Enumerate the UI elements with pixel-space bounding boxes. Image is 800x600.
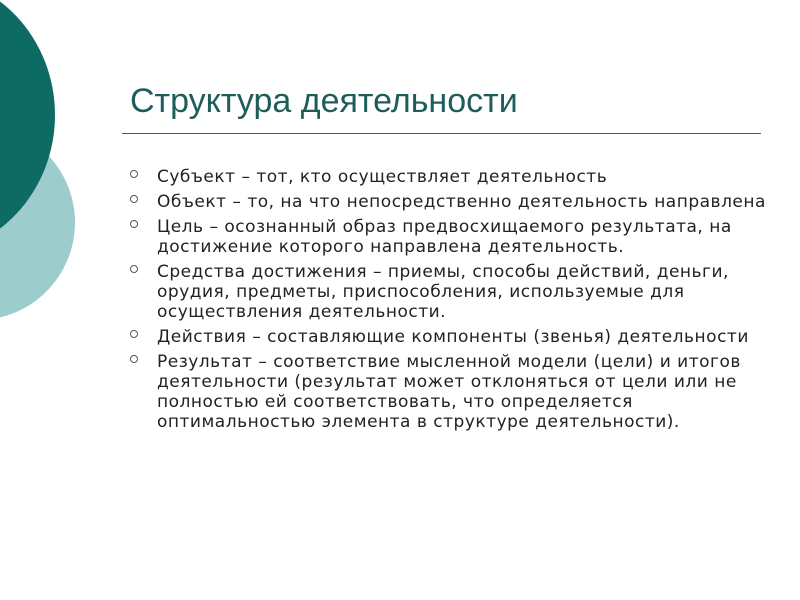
hollow-circle-bullet-icon [130, 170, 138, 178]
hollow-circle-bullet-icon [130, 220, 138, 228]
hollow-circle-bullet-icon [130, 330, 138, 338]
bullet-text: Цель – осознанный образ предвосхищаемого результата, на достижение которого направлена деятельность. [157, 217, 732, 257]
hollow-circle-bullet-icon [130, 265, 138, 273]
list-item [130, 327, 770, 347]
bullet-text: Результат – соответствие мысленной модели (цели) и итогов деятельности (результат может отклоняться от цели или не полностью ей соответствовать, что определяется оптимальностью элемента в структуре деятельности). [157, 352, 741, 432]
list-item [130, 167, 770, 187]
title-divider [122, 133, 761, 134]
bullet-text: Действия – составляющие компоненты (звенья) деятельности [157, 327, 749, 347]
list-item [130, 192, 770, 212]
list-item [130, 352, 770, 432]
hollow-circle-bullet-icon [130, 355, 138, 363]
bullet-text: Средства достижения – приемы, способы действий, деньги, орудия, предметы, приспособления, используемые для осуществления деятельности. [157, 262, 729, 322]
hollow-circle-bullet-icon [130, 195, 138, 203]
bullet-text: Объект – то, на что непосредственно деятельность направлена [157, 192, 766, 212]
bullet-text: Субъект – тот, кто осуществляет деятельность [157, 167, 608, 187]
slide-title: Структура деятельности [130, 82, 518, 120]
list-item [130, 262, 770, 322]
bullet-list [130, 167, 770, 437]
list-item [130, 217, 770, 257]
